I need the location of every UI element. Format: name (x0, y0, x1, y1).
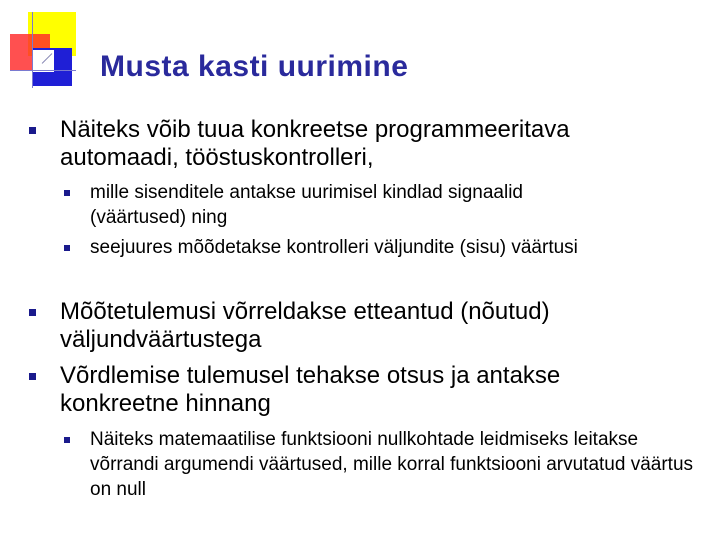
square-bullet-icon (29, 309, 36, 316)
bullet-text-level2: mille sisenditele antakse uurimisel kindlad signaalid (väärtused) ning (90, 182, 524, 228)
slide-logo (10, 12, 76, 88)
bullet-text-level2: seejuures mõõdetakse kontrolleri väljundite (sisu) väärtusi (90, 237, 578, 258)
bullet-text-level1: Mõõtetulemusi võrreldakse etteantud (nõutud) väljundväärtustega (60, 298, 550, 353)
logo-horizontal-line (10, 70, 76, 71)
bullet-text-level1: Näiteks võib tuua konkreetse programmeeritava automaadi, tööstuskontrolleri, (60, 116, 570, 171)
bullet-text-level1: Võrdlemise tulemusel tehakse otsus ja antakse konkreetne hinnang (60, 362, 561, 417)
square-bullet-icon (64, 437, 70, 443)
square-bullet-icon (29, 127, 36, 134)
slide-title: Musta kasti uurimine (100, 50, 409, 83)
square-bullet-icon (64, 190, 70, 196)
square-bullet-icon (29, 373, 36, 380)
square-bullet-icon (64, 245, 70, 251)
logo-vertical-line (32, 12, 33, 88)
bullet-text-level2: Näiteks matemaatilise funktsiooni nullkohtade leidmiseks leitakse võrrandi argumendi väärtused, mille korral funktsiooni arvutatud väärtus on null (90, 429, 694, 500)
